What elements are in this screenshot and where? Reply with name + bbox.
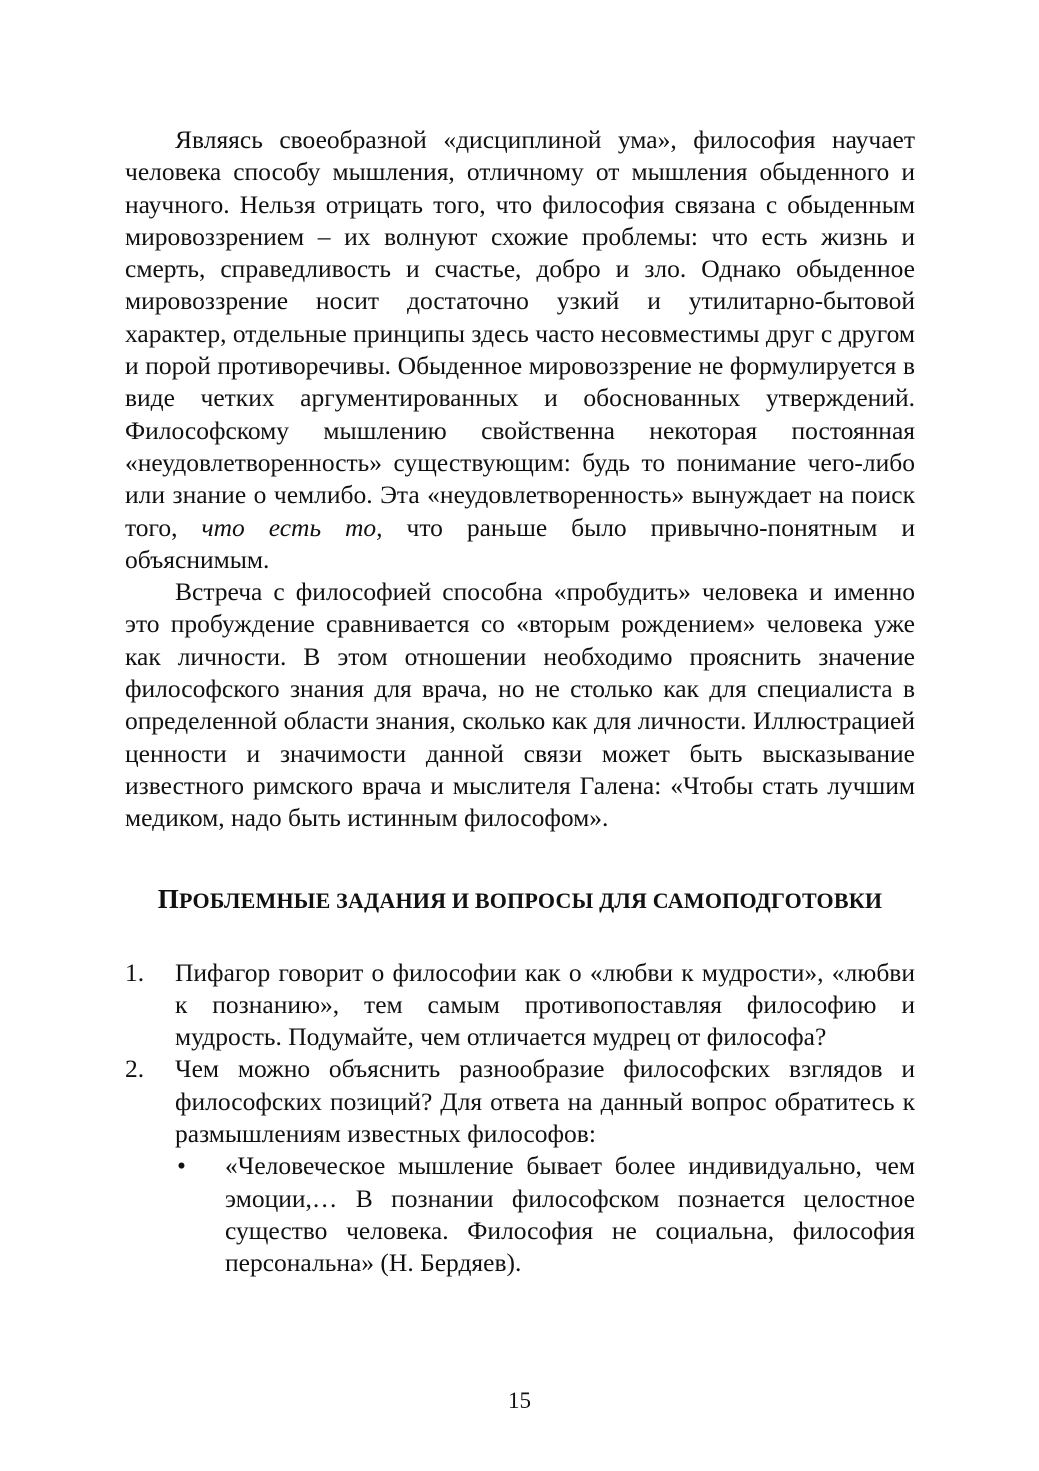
bullet-icon: •	[177, 1151, 186, 1181]
paragraph-2: Встреча с философией способна «пробудить» человека и именно это пробуждение сравнивается со «вторым рождением» человека уже как личности. В этом отношении необходимо прояснить значение философского знания для врача, но не столько как для специалиста в определенной области знания, сколько как для личности. Иллюстрацией ценности и значимости данной связи может быть высказывание известного римского врача и мыслителя Галена: «Чтобы стать лучшим медиком, надо быть истинным философом».	[125, 577, 915, 833]
paragraph-1	[125, 124, 915, 576]
section-heading	[125, 883, 915, 917]
list-item-text: Чем можно объяснить разнообразие философских взглядов и философских позиций? Для ответа на данный вопрос обратитесь к размышлениям известных философов:	[175, 1054, 915, 1149]
paragraph-1-text-end: что раньше было привычно-понятным и объяснимым.	[125, 512, 915, 574]
list-item-body	[175, 957, 915, 1054]
page-number: 15	[508, 1388, 531, 1413]
list-item	[125, 957, 915, 1054]
bullet-item	[175, 1150, 915, 1279]
list-item-number: 1.	[125, 957, 145, 987]
bullet-list	[175, 1150, 915, 1279]
bullet-text: «Человеческое мышление бывает более индивидуально, чем эмоции,… В познании философском познается целостное существо человека. Философия не социальна, философия персональна» (Н. Бердяев).	[225, 1151, 915, 1278]
list-item-text: Пифагор говорит о философии как о «любви к мудрости», «любви к познанию», тем самым противопоставляя философию и мудрость. Подумайте, чем отличается мудрец от философа?	[175, 957, 915, 1052]
list-item-body	[175, 1053, 915, 1279]
page-content	[125, 124, 915, 1280]
paragraph-1-text: Являясь своеобразной «дисциплиной ума», философия научает человека способу мышления, отличному от мышления обыденного и научного. Нельзя отрицать того, что философия связана с обыденным мировоззрением – их волнуют схожие проблемы: что есть жизнь и смерть, справедливость и счастье, добро и зло. Однако обыденное мировоззрение носит достаточно узкий и утилитарно-бытовой характер, отдельные принципы здесь часто несовместимы друг с другом и порой противоречивы. Обыденное мировоззрение не формулируется в виде четких аргументированных и обоснованных утверждений. Философскому мышлению свойственна некоторая постоянная «неудовлетворенность» существующим: будь то понимание чего-либо или знание о чемлибо. Эта «неудовлетворенность» вынуждает на поиск того,	[125, 125, 915, 542]
heading-rest: РОБЛЕМНЫЕ ЗАДАНИЯ И ВОПРОСЫ ДЛЯ САМОПОДГОТОВКИ	[179, 887, 883, 913]
list-item-number: 2.	[125, 1054, 145, 1084]
list-item	[125, 1053, 915, 1279]
heading-first-letter: П	[157, 883, 179, 914]
paragraph-1-italic: что есть то,	[201, 512, 383, 542]
questions-list	[125, 957, 915, 1280]
